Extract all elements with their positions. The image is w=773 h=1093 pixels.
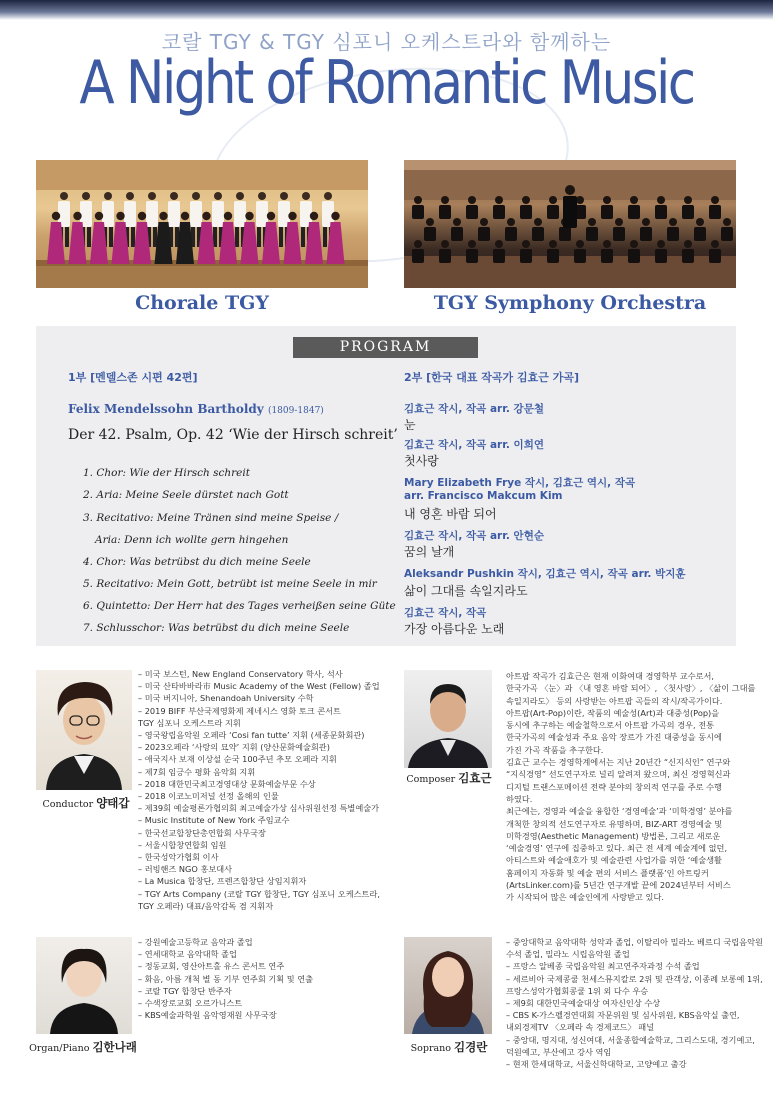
movement-item: Aria: Denn ich wollte gern hingehen bbox=[95, 534, 289, 546]
bio-item: 덕원예고, 부산예고 강사 역임 bbox=[506, 1046, 612, 1057]
bio-item: – 강원예술고등학교 음악과 졸업 bbox=[138, 937, 253, 947]
organist-role bbox=[28, 1039, 138, 1055]
role-label: Soprano bbox=[410, 1043, 451, 1054]
musician-figure bbox=[493, 240, 505, 263]
movement-item: 2. Aria: Meine Seele dürstet nach Gott bbox=[83, 489, 289, 501]
bio-line: 아트팝 작곡가 김효근은 현재 이화여대 경영학부 교수로서, bbox=[506, 671, 715, 681]
conductor-portrait bbox=[36, 670, 132, 790]
movement-item: 3. Recitativo: Meine Tränen sind meine Speise / bbox=[83, 512, 339, 524]
bio-item: – 미국 보스턴, New England Conservatory 학사, 석사 bbox=[138, 669, 343, 679]
bio-item: TGY 심포니 오케스트라 지휘 bbox=[138, 717, 241, 728]
bio-item: – 프랑스 알베종 국립음악원 최고연주자과정 수석 졸업 bbox=[506, 961, 700, 972]
bio-line: 한국가곡의 예술성과 주요 음악 장르가 가진 대중성을 동시에 bbox=[506, 732, 722, 743]
bio-line: 미학경영(Aesthetic Management) 방법론, 그리고 새로운 bbox=[506, 830, 721, 841]
musician-figure bbox=[709, 240, 721, 263]
musician-figure bbox=[586, 218, 598, 241]
person-name: 김효근 bbox=[458, 771, 492, 785]
musician-figure bbox=[628, 240, 640, 263]
bio-line: ‘예술경영’ 연구에 집중하고 있다. 최근 전 세계 예술계에 없던, bbox=[506, 843, 728, 854]
top-night-sky-band bbox=[0, 0, 773, 20]
movement-item: 5. Recitativo: Mein Gott, betrübt ist meine Seele in mir bbox=[83, 578, 377, 590]
song-credit: 김효근 작시, 작곡 arr. 이희연 bbox=[404, 439, 544, 451]
orchestra-caption: TGY Symphony Orchestra bbox=[433, 292, 707, 314]
song-title: 내 영혼 바람 되어 bbox=[404, 507, 497, 521]
song-title: 가장 아름다운 노래 bbox=[404, 622, 505, 636]
person-name: 양태갑 bbox=[96, 796, 130, 810]
bio-item: – 제9회 대한민국예술대상 여자신인상 수상 bbox=[506, 998, 661, 1009]
bio-line: 가 시작되어 많은 예술인에게 사랑받고 있다. bbox=[506, 892, 664, 903]
musician-figure bbox=[547, 240, 559, 263]
movement-item: 7. Schlusschor: Was betrübst du dich meine Seele bbox=[83, 622, 350, 634]
role-label: Conductor bbox=[42, 799, 94, 810]
movement-item: 6. Quintetto: Der Herr hat des Tages verheißen seine Güte bbox=[83, 600, 396, 612]
chorale-illustration bbox=[36, 160, 368, 288]
orchestra-illustration bbox=[404, 160, 736, 288]
movement-item: 4. Chor: Was betrübst du dich meine Seele bbox=[83, 556, 311, 568]
musician-figure bbox=[412, 240, 424, 263]
bio-item: – 2018 이코노미저널 선정 올해의 인물 bbox=[138, 791, 279, 802]
bio-item: – 코랄 TGY 합창단 반주자 bbox=[138, 985, 232, 996]
bio-item: – 현재 한세대학교, 서울신학대학교, 고양예고 출강 bbox=[506, 1059, 687, 1070]
bio-line: “지식경영” 선도연구자로 널리 알려져 왔으며, 최신 경영혁신과 bbox=[506, 769, 731, 780]
song-title: 눈 bbox=[404, 418, 416, 432]
organist-bio bbox=[138, 936, 313, 1021]
composer-name: Felix Mendelssohn Bartholdy bbox=[68, 402, 264, 416]
bio-line: 디지털 트랜스포메이션 전략 분야의 창의적 연구를 주로 수행 bbox=[506, 781, 722, 792]
musician-figure bbox=[721, 218, 733, 241]
bio-item: 프랑스성악가협회콩쿨 1위 외 다수 우승 bbox=[506, 985, 649, 996]
soprano-portrait bbox=[404, 937, 492, 1034]
musician-figure bbox=[466, 240, 478, 263]
musician-figure bbox=[640, 218, 652, 241]
musician-figure bbox=[667, 218, 679, 241]
program-label: PROGRAM bbox=[293, 337, 478, 358]
bio-line: (ArtsLinker.com)를 5년간 연구개발 끝에 2024년부터 서비스 bbox=[506, 880, 731, 891]
part2-heading: 2부 [한국 대표 작곡가 김효근 가곡] bbox=[404, 371, 579, 384]
bio-item: – TGY Arts Company (코랄 TGY 합창단, TGY 심포니 오케스트라, bbox=[138, 888, 380, 899]
bio-item: – KBS예술과학원 음악영재원 사무국장 bbox=[138, 1010, 277, 1021]
bio-line: 김효근 교수는 경영학계에서는 지난 20년간 “신지식인” 연구와 bbox=[506, 757, 731, 768]
song-credit: Aleksandr Pushkin 작시, 김효근 역시, 작곡 arr. 박지훈 bbox=[404, 568, 686, 580]
bio-item: – 수색장로교회 오르가니스트 bbox=[138, 998, 243, 1009]
bio-item: – 중앙대학교 음악대학 성악과 졸업, 이탈리아 밀라노 베르디 국립음악원 bbox=[506, 937, 763, 947]
musician-figure bbox=[478, 218, 490, 241]
bio-item: TGY 오페라) 대표/음악감독 겸 지휘자 bbox=[138, 900, 274, 911]
musician-figure bbox=[451, 218, 463, 241]
bio-item: – 중앙대, 명지대, 성신여대, 서울종합예술학교, 그리스도대, 경기예고, bbox=[506, 1034, 755, 1045]
composer-portrait bbox=[404, 670, 492, 768]
person-name: 김경란 bbox=[454, 1040, 488, 1054]
bio-line: 속일지라도〉 등의 사랑받는 아트팝 곡들의 작시/작곡가이다. bbox=[506, 695, 723, 706]
musician-figure bbox=[694, 218, 706, 241]
song-title: 첫사랑 bbox=[404, 454, 439, 468]
bio-item: – 제39회 예술평론가협의회 최고예술가상 심사위원선정 특별예술가 bbox=[138, 803, 380, 814]
bio-item: – 애국지사 보재 이상설 순국 100주년 추모 오페라 지휘 bbox=[138, 754, 337, 765]
bio-line: 개척한 창의적 선도연구자로 유명하며, BIZ-ART 경영예술 및 bbox=[506, 818, 723, 829]
song-credit-arranger: arr. Francisco Makcum Kim bbox=[404, 490, 563, 502]
bio-item: – 서울시합창연합회 임원 bbox=[138, 839, 227, 850]
bio-item: – La Musica 합창단, 프렌즈합창단 상임지휘자 bbox=[138, 876, 307, 887]
musician-figure bbox=[682, 240, 694, 263]
musician-figure bbox=[424, 218, 436, 241]
bio-item: 내외경제TV 〈오페라 속 경제코드〉 패널 bbox=[506, 1022, 655, 1033]
bio-item: – 연세대학교 음악대학 졸업 bbox=[138, 949, 237, 960]
role-label: Composer bbox=[406, 774, 456, 785]
bio-line: 한국가곡 〈눈〉과 〈내 영혼 바람 되어〉, 〈첫사랑〉, 〈삶이 그대를 bbox=[506, 683, 756, 694]
composer-years: (1809-1847) bbox=[267, 406, 324, 416]
organist-portrait bbox=[36, 937, 132, 1034]
composer-role bbox=[404, 770, 494, 786]
composer-bio bbox=[506, 670, 756, 904]
song-title: 삶이 그대를 속일지라도 bbox=[404, 584, 528, 598]
event-subtitle: 코랄 TGY & TGY 심포니 오케스트라와 함께하는 bbox=[161, 30, 612, 54]
bio-item: – Music Institute of New York 주임교수 bbox=[138, 815, 290, 826]
song-credit: 김효근 작시, 작곡 arr. 강문철 bbox=[404, 403, 544, 415]
bio-item: – 미국 버지니아, Shenandoah University 수학 bbox=[138, 693, 314, 704]
musician-figure bbox=[439, 240, 451, 263]
song-credit: Mary Elizabeth Frye 작시, 김효근 역시, 작곡 bbox=[404, 477, 636, 489]
bio-item: 수석 졸업, 밀라노 시립음악원 졸업 bbox=[506, 949, 630, 960]
bio-line: 동시에 추구하는 예술철학으로서 아트팝 가곡의 경우, 전통 bbox=[506, 720, 715, 731]
bio-line: 아티스트와 예술애호가 및 예술관련 사업가를 위한 ‘예술생활 bbox=[506, 855, 722, 866]
bio-item: – 한국성악가협회 이사 bbox=[138, 852, 219, 863]
conductor-role bbox=[36, 795, 136, 811]
movement-item: 1. Chor: Wie der Hirsch schreit bbox=[83, 467, 250, 479]
musician-figure bbox=[532, 218, 544, 241]
role-label: Organ/Piano bbox=[29, 1043, 90, 1054]
bio-item: – 영국왕립음악원 오페라 ‘Cosi fan tutte’ 지휘 (세종문화회관) bbox=[138, 730, 365, 741]
part1-heading: 1부 [멘델스존 시편 42편] bbox=[68, 371, 198, 384]
part1-work-title: Der 42. Psalm, Op. 42 ‘Wie der Hirsch schreit’ bbox=[68, 427, 398, 443]
part1-composer bbox=[68, 402, 324, 416]
musician-figure bbox=[601, 240, 613, 263]
bio-item: – 화음, 아름 개척 별 동 기부 연주회 기획 및 연출 bbox=[138, 973, 314, 984]
bio-item: – 2018 대한민국최고경영대상 문화예술부문 수상 bbox=[138, 778, 316, 789]
bio-line: 홈페이지 자동화 및 예술 편의 서비스 플랫폼’인 아트링커 bbox=[506, 867, 709, 878]
chorale-photo bbox=[36, 160, 368, 288]
song-credit: 김효근 작시, 작곡 bbox=[404, 607, 487, 619]
soprano-role bbox=[404, 1039, 494, 1055]
bio-item: – 한국선교합창단총연합회 사무국장 bbox=[138, 827, 266, 838]
musician-figure bbox=[613, 218, 625, 241]
bio-item: – 제7회 임긍수 평화 음악회 지휘 bbox=[138, 766, 256, 777]
soprano-bio bbox=[506, 936, 763, 1070]
bio-line: 아트팝(Art-Pop)이란, 작품의 예술성(Art)과 대중성(Pop)을 bbox=[506, 707, 720, 718]
conductor-bio bbox=[138, 668, 380, 912]
bio-item: – 정동교회, 영산아트홀 유스 콘서트 연주 bbox=[138, 961, 285, 972]
musician-figure bbox=[574, 240, 586, 263]
bio-item: – CBS K-가스펠경연대회 자문위원 및 심사위원, KBS음악실 출연, bbox=[506, 1010, 740, 1021]
musician-figure bbox=[505, 218, 517, 241]
bio-item: – 세르비아 국제콩쿨 천세스뮤지칼로 2위 및 관객상, 이종례 보롱예 1위, bbox=[506, 973, 763, 984]
musician-figure bbox=[520, 240, 532, 263]
bio-line: 하였다. bbox=[506, 793, 533, 804]
song-credit: 김효근 작시, 작곡 arr. 안현순 bbox=[404, 530, 544, 542]
bio-item: – 2019 BIFF 부산국제영화제 제네시스 영화 토크 콘서트 bbox=[138, 705, 341, 716]
person-name: 김한나래 bbox=[92, 1040, 137, 1054]
bio-item: – 2023오페라 ‘사랑의 묘약’ 지휘 (양산문화예술회관) bbox=[138, 742, 330, 753]
musician-figure bbox=[655, 240, 667, 263]
song-title: 꿈의 날개 bbox=[404, 545, 455, 559]
orchestra-photo bbox=[404, 160, 736, 288]
bio-item: – 미국 산타바바라市 Music Academy of the West (Fellow) 졸업 bbox=[138, 681, 380, 692]
bio-line: 최근에는, 경영과 예술을 융합한 ‘경영예술’과 ‘미학경영’ 분야를 bbox=[506, 806, 733, 817]
event-title: A Night of Romantic Music bbox=[79, 48, 694, 118]
bio-line: 가진 가곡 작품을 추구한다. bbox=[506, 744, 604, 755]
bio-item: – 러빙핸즈 NGO 홍보대사 bbox=[138, 864, 233, 875]
chorale-caption: Chorale TGY bbox=[135, 292, 269, 314]
